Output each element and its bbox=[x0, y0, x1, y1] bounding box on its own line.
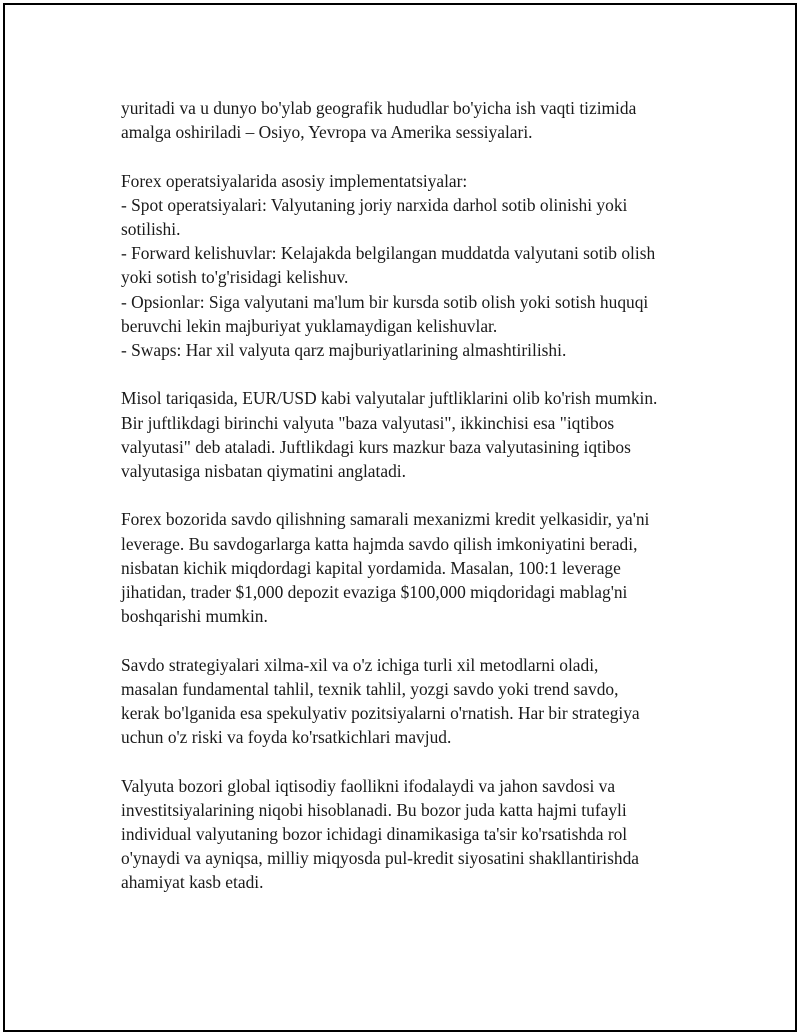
paragraph-leverage bbox=[121, 507, 701, 628]
text-line: Valyuta bozori global iqtisodiy faollikni ifodalaydi va jahon savdosi va bbox=[121, 775, 616, 796]
paragraph-forex-operations bbox=[121, 169, 701, 363]
paragraph-strategies bbox=[121, 653, 701, 750]
text-line: yuritadi va u dunyo bo'ylab geografik hududlar bo'yicha ish vaqti tizimida bbox=[121, 98, 637, 118]
paragraph-global-market bbox=[121, 774, 701, 895]
text-line: Savdo strategiyalari xilma-xil va o'z ichiga turli xil metodlarni oladi, bbox=[121, 654, 599, 675]
text-line: investitsiyalarining niqobi hisoblanadi. Bu bozor juda katta hajmi tufayli bbox=[121, 799, 627, 820]
text-line: valyutasiga nisbatan qiymatini anglatadi. bbox=[121, 461, 406, 482]
list-item-options: - Opsionlar: Siga valyutani ma'lum bir kursda sotib olish yoki sotish huquqi bbox=[121, 291, 649, 312]
document-body bbox=[121, 96, 701, 919]
text-line: beruvchi lekin majburiyat yuklamaydigan kelishuvlar. bbox=[121, 315, 498, 336]
list-item-swaps: - Swaps: Har xil valyuta qarz majburiyatlarining almashtirilishi. bbox=[121, 340, 567, 361]
page-frame bbox=[3, 3, 797, 1032]
text-line: jihatidan, trader $1,000 depozit evaziga $100,000 miqdoridagi mablag'ni bbox=[121, 582, 628, 603]
text-line: yoki sotish to'g'risidagi kelishuv. bbox=[121, 267, 349, 288]
paragraph-currency-pairs bbox=[121, 386, 701, 483]
text-line: sotilishi. bbox=[121, 219, 181, 239]
text-line: ahamiyat kasb etadi. bbox=[121, 872, 264, 893]
text-line: individual valyutaning bozor ichidagi dinamikasiga ta'sir ko'rsatishda rol bbox=[121, 824, 628, 845]
text-line: kerak bo'lganida esa spekulyativ pozitsiyalarni o'rnatish. Har bir strategiya bbox=[121, 703, 640, 724]
text-line: Bir juftlikdagi birinchi valyuta "baza valyutasi", ikkinchisi esa "iqtibos bbox=[121, 412, 615, 433]
text-line: Forex operatsiyalarida asosiy implementatsiyalar: bbox=[121, 170, 468, 191]
text-line: boshqarishi mumkin. bbox=[121, 606, 268, 627]
text-line: valyutasi" deb ataladi. Juftlikdagi kurs mazkur baza valyutasining iqtibos bbox=[121, 436, 631, 457]
text-line: Misol tariqasida, EUR/USD kabi valyutalar juftliklarini olib ko'rish mumkin. bbox=[121, 388, 658, 409]
text-line: o'ynaydi va ayniqsa, milliy miqyosda pul-kredit siyosatini shakllantirishda bbox=[121, 848, 640, 869]
text-line: masalan fundamental tahlil, texnik tahlil, yozgi savdo yoki trend savdo, bbox=[121, 678, 619, 699]
text-line: amalga oshiriladi – Osiyo, Yevropa va Amerika sessiyalari. bbox=[121, 122, 533, 143]
text-line: Forex bozorida savdo qilishning samarali mexanizmi kredit yelkasidir, ya'ni bbox=[121, 509, 650, 530]
text-line: leverage. Bu savdogarlarga katta hajmda savdo qilish imkoniyatini beradi, bbox=[121, 533, 638, 554]
text-line: nisbatan kichik miqdordagi kapital yordamida. Masalan, 100:1 leverage bbox=[121, 557, 621, 578]
text-line: uchun o'z riski va foyda ko'rsatkichlari mavjud. bbox=[121, 727, 452, 748]
paragraph-trading-sessions bbox=[121, 96, 701, 144]
list-item-spot: - Spot operatsiyalari: Valyutaning joriy narxida darhol sotib olinishi yoki bbox=[121, 194, 628, 215]
list-item-forward: - Forward kelishuvlar: Kelajakda belgilangan muddatda valyutani sotib olish bbox=[121, 243, 656, 264]
